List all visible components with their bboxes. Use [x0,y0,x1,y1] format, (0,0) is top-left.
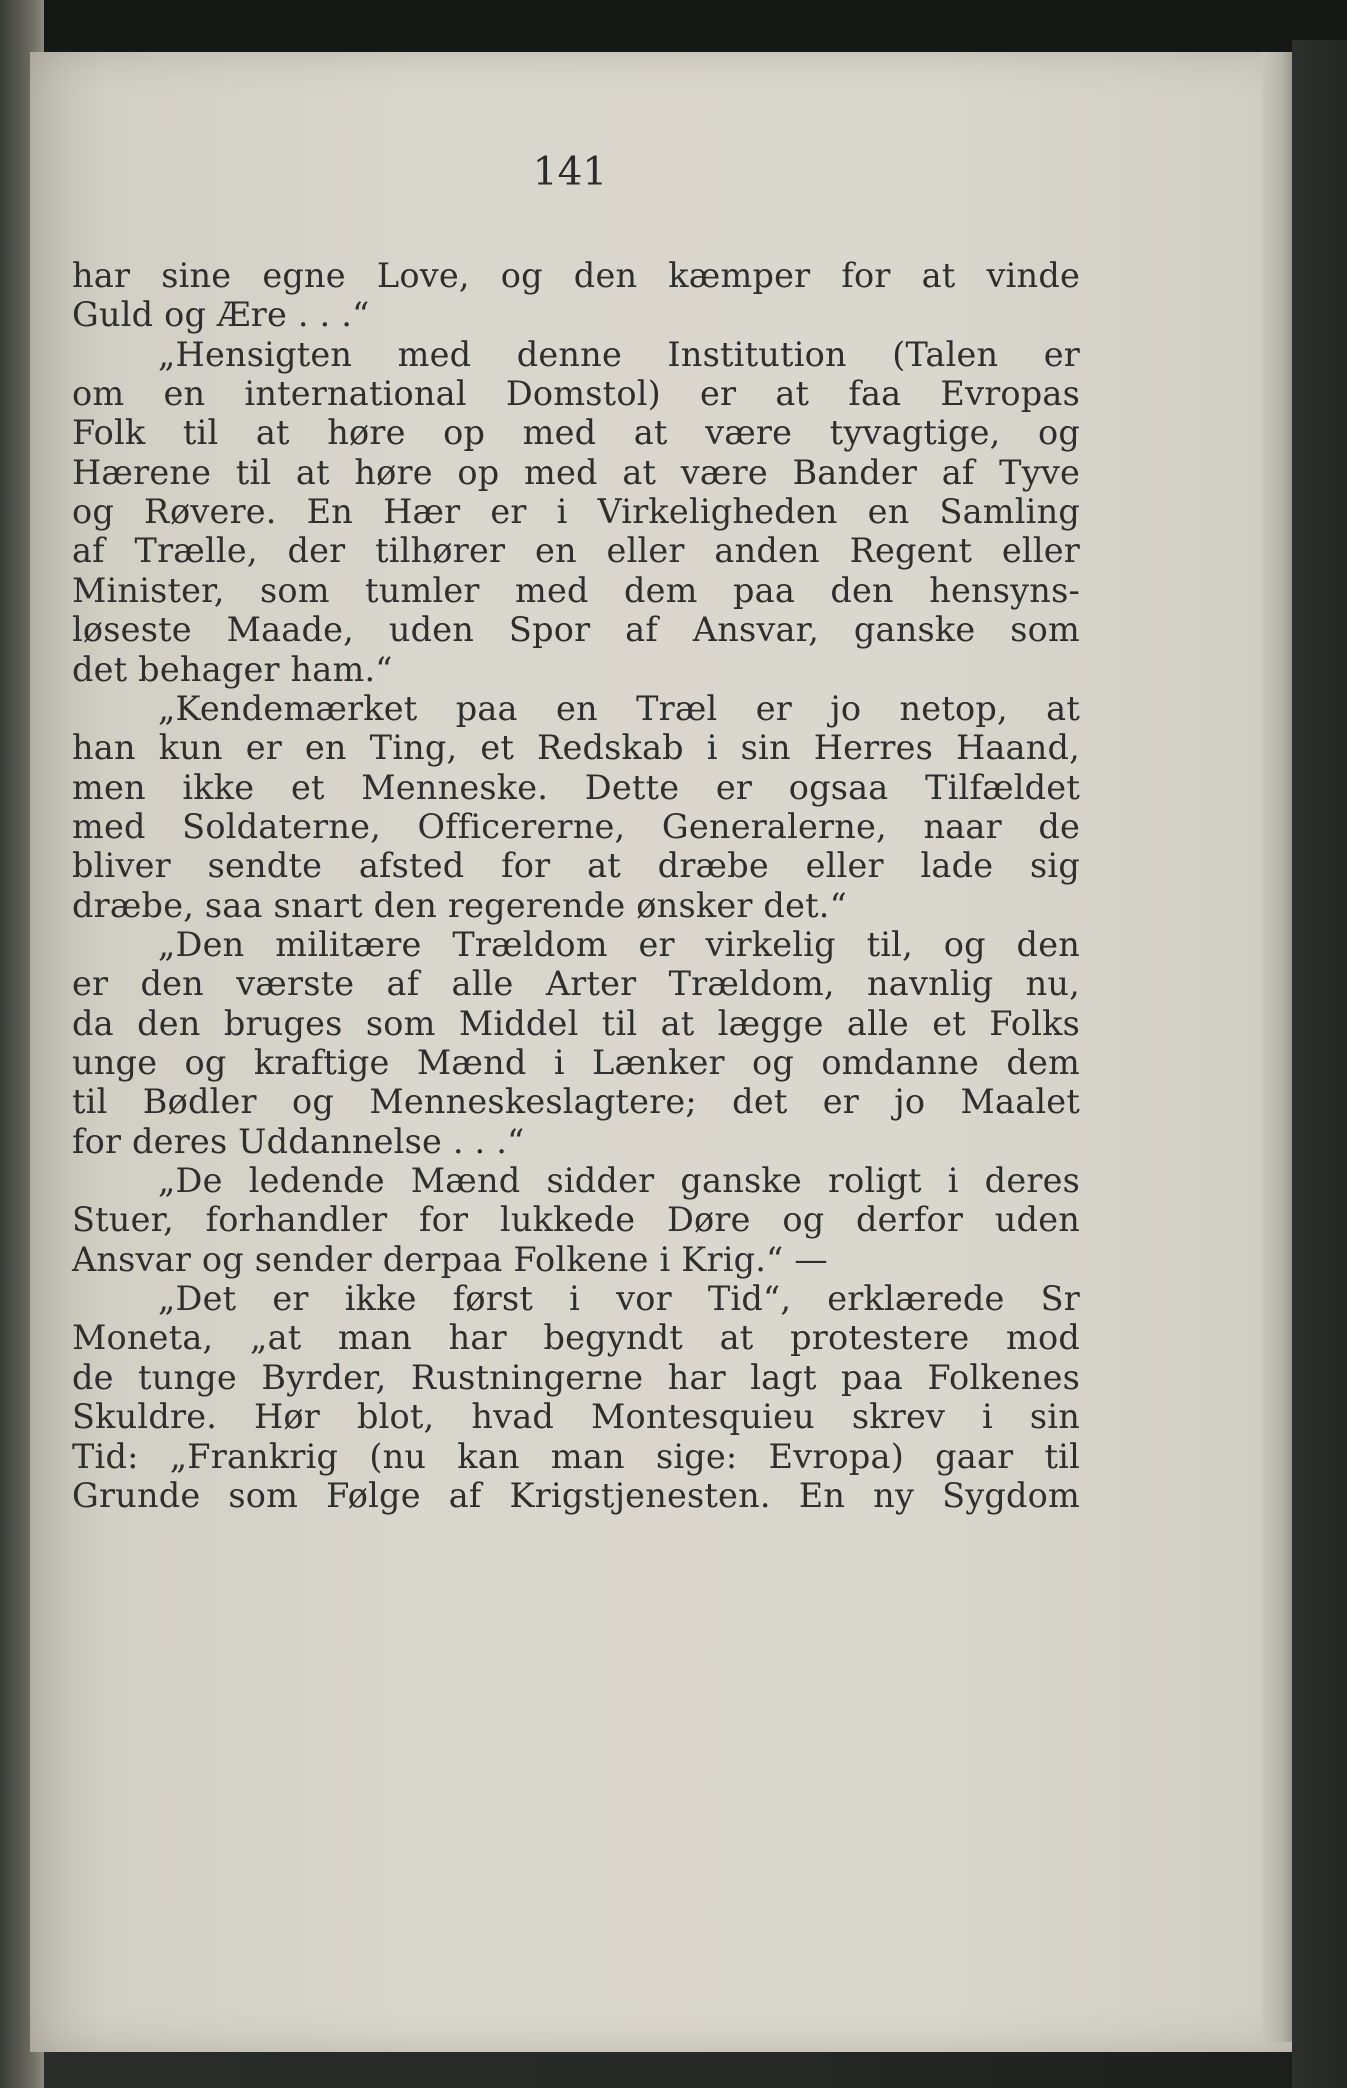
text-line: „De ledende Mænd sidder ganske roligt i deres [158,1161,1080,1201]
text-line: er den værste af alle Arter Trældom, navnlig nu, [72,964,1080,1004]
text-line: „Hensigten med denne Institution (Talen er [158,334,1080,374]
text-line: Folk til at høre op med at være tyvagtige, og [72,413,1080,453]
text-line: Skuldre. Hør blot, hvad Montesquieu skrev i sin [72,1397,1080,1437]
text-line: Hærene til at høre op med at være Bander af Tyve [72,452,1080,492]
text-line: om en international Domstol) er at faa Evropas [72,374,1080,414]
text-line: unge og kraftige Mænd i Lænker og omdanne dem [72,1043,1080,1082]
text-line: for deres Uddannelse . . .“ [72,1121,525,1161]
text-line: med Soldaterne, Officererne, Generalerne, naar de [72,806,1080,846]
text-line: Grunde som Følge af Krigstjenesten. En ny Sygdom [72,1475,1080,1515]
text-line: Tid: „Frankrig (nu kan man sige: Evropa) gaar til [72,1436,1080,1476]
text-line: Guld og Ære . . .“ [72,295,370,335]
text-line: Stuer, forhandler for lukkede Døre og derfor uden [72,1200,1080,1240]
text-line: de tunge Byrder, Rustningerne har lagt paa Folkenes [72,1357,1080,1397]
text-line: til Bødler og Menneskeslagtere; det er jo Maalet [72,1082,1080,1122]
text-line: Ansvar og sender derpaa Folkene i Krig.“ — [72,1239,828,1279]
text-line: løseste Maade, uden Spor af Ansvar, ganske som [72,610,1080,650]
page-number: 141 [532,150,608,195]
text-line: det behager ham.“ [72,649,393,689]
text-line: „Den militære Trældom er virkelig til, og den [158,924,1080,964]
text-line: har sine egne Love, og den kæmper for at vinde [72,256,1080,295]
text-line: dræbe, saa snart den regerende ønsker det.“ [72,885,847,925]
text-line: bliver sendte afsted for at dræbe eller lade sig [72,846,1080,886]
text-line: han kun er en Ting, et Redskab i sin Herres Haand, [72,728,1080,768]
text-line: da den bruges som Middel til at lægge alle et Folks [72,1003,1080,1043]
text-line: „Kendemærket paa en Træl er jo netop, at [158,688,1080,728]
text-line: og Røvere. En Hær er i Virkeligheden en Samling [72,492,1080,532]
text-line: Minister, som tumler med dem paa den hensyns- [72,570,1080,610]
text-line: Moneta, „at man har begyndt at protestere mod [72,1318,1080,1358]
text-line: „Det er ikke først i vor Tid“, erklærede Sr [158,1279,1080,1319]
text-line: af Trælle, der tilhører en eller anden Regent eller [72,531,1080,571]
text-line: men ikke et Menneske. Dette er ogsaa Tilfældet [72,767,1080,807]
